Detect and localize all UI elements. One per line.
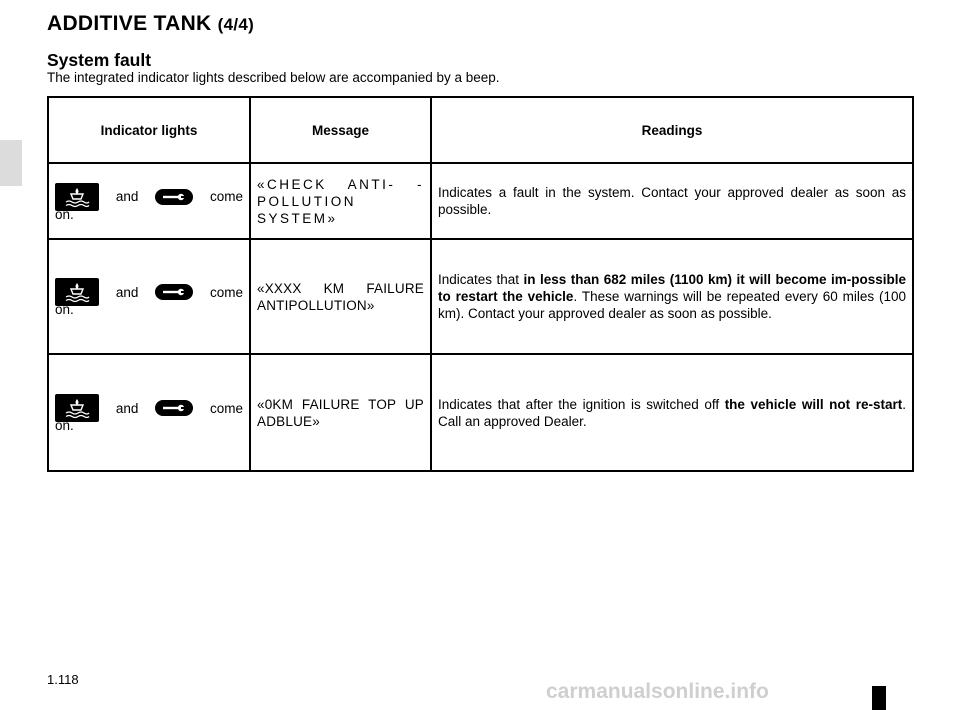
- table-row: [48, 163, 913, 239]
- reading-text: Indicates that after the ignition is switched off: [438, 396, 725, 412]
- indicator-on: on.: [55, 206, 74, 222]
- reading-emphasis: in less than 682 miles (1100 km) it will become im-possible to restart the vehicle: [438, 272, 906, 304]
- service-wrench-icon: [155, 400, 193, 416]
- indicator-cell: [48, 163, 250, 239]
- message-cell: «0KM FAILURE TOP UP ADBLUE»: [250, 354, 431, 471]
- reading-text-end: . Call an approved Dealer.: [438, 396, 907, 429]
- indicator-come: come: [209, 400, 243, 416]
- reading-emphasis: the vehicle will not re-start: [724, 396, 903, 412]
- indicator-and: and: [115, 284, 139, 300]
- page-title: [47, 12, 254, 36]
- header-indicator: Indicator lights: [48, 97, 250, 163]
- indicator-cell: [48, 354, 250, 471]
- indicator-on: on.: [55, 418, 74, 433]
- message-cell: «CHECK ANTI- - POLLUTION SYSTEM»: [250, 163, 431, 239]
- chapter-tab: [0, 140, 22, 186]
- header-readings: Readings: [431, 97, 913, 163]
- section-intro: The integrated indicator lights described below are accompanied by a beep.: [47, 70, 500, 85]
- service-wrench-icon: [155, 284, 193, 300]
- table-row: [48, 354, 913, 471]
- indicator-come: come: [209, 189, 243, 204]
- reading-text: Indicates that: [438, 272, 524, 287]
- indicator-cell: [48, 239, 250, 354]
- watermark: carmanualsonline.info: [546, 680, 769, 703]
- page-corner-mark: [872, 686, 886, 710]
- readings-cell: [431, 239, 913, 354]
- indicator-and: and: [115, 189, 139, 204]
- table-header-row: [48, 97, 913, 163]
- table-row: [48, 239, 913, 354]
- header-message: Message: [250, 97, 431, 163]
- section-subtitle: System fault: [47, 50, 152, 70]
- indicator-come: come: [209, 284, 243, 300]
- title-part: (4/4): [217, 15, 255, 34]
- fault-table: [47, 96, 914, 472]
- message-cell: «XXXX KM FAILURE ANTIPOLLUTION»: [250, 239, 431, 354]
- service-wrench-icon: [155, 189, 193, 205]
- reading-text-end: . These warnings will be repeated every 60 miles (100 km). Contact your approved dealer as soon as possible.: [438, 289, 907, 321]
- indicator-and: and: [115, 400, 139, 416]
- title-text: ADDITIVE TANK: [47, 12, 212, 35]
- indicator-on: on.: [55, 302, 74, 317]
- readings-cell: [431, 354, 913, 471]
- readings-cell: Indicates a fault in the system. Contact your approved dealer as soon as possible.: [431, 163, 913, 239]
- page-number: 1.118: [47, 672, 79, 687]
